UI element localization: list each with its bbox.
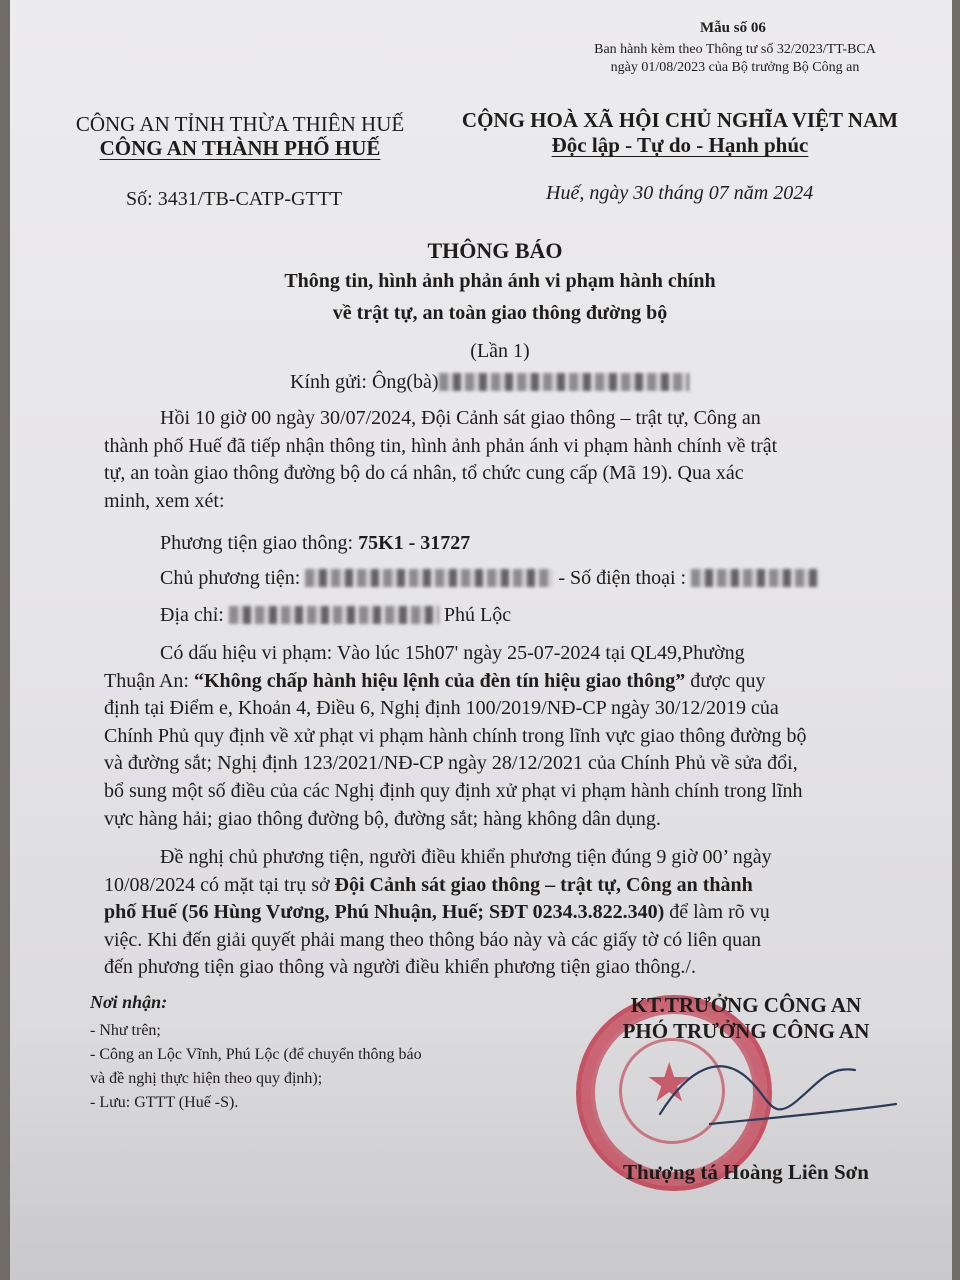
recipient-item: - Như trên; <box>90 1022 161 1039</box>
star-icon: ★ <box>645 1051 694 1114</box>
national-motto: Độc lập - Tự do - Hạnh phúc <box>551 133 809 157</box>
redacted-phone <box>691 569 821 587</box>
place-and-date: Huế, ngày 30 tháng 07 năm 2024 <box>546 182 814 204</box>
owner-line: Chủ phương tiện: - Số điện thoại : <box>160 567 821 590</box>
violation-paragraph: Có dấu hiệu vi phạm: Vào lúc 15h07' ngày 25-07-2024 tại QL49,Phường Thuận An: “Không chấp hành hiệu lệnh của đèn tín hiệu giao thông” được quy định tại Điểm e, Khoản 4, Điều 6, Nghị định 100/2019/NĐ-CP ngày 30/12/2019 của Chính Phủ quy định về xử phạt vi phạm hành chính trong lĩnh vực giao thông đường bộ và đường sắt; Nghị định 123/2021/NĐ-CP ngày 28/12/2021 của Chính Phủ về sửa đổi, bổ sung một số điều của các Nghị định quy định xử phạt vi phạm hành chính trong lĩnh vực hàng hải; giao thông đường bộ, đường sắt; hàng không dân dụng. <box>104 642 807 830</box>
recipient-line: Kính gửi: Ông(bà) <box>290 371 689 394</box>
document-subtitle-2: về trật tự, an toàn giao thông đường bộ <box>332 302 668 324</box>
handwritten-signature <box>650 1036 900 1146</box>
national-title: CỘNG HOÀ XÃ HỘI CHỦ NGHĨA VIỆT NAM <box>461 108 899 132</box>
form-number: Mẫu số 06 <box>700 20 766 36</box>
request-paragraph: Đề nghị chủ phương tiện, người điều khiển phương tiện đúng 9 giờ 00’ ngày 10/08/2024 có mặt tại trụ sở Đội Cảnh sát giao thông – trật tự, Công an thành phố Huế (56 Hùng Vương, Phú Nhuận, Huế; SĐT 0234.3.822.340) để làm rõ vụ việc. Khi đến giải quyết phải mang theo thông báo này và các giấy tờ có liên quan đến phương tiện giao thông và người điều khiển phương tiện giao thông./. <box>104 846 772 979</box>
document-title: THÔNG BÁO <box>427 238 563 263</box>
recipient-item: và đề nghị thực hiện theo quy định); <box>90 1070 323 1087</box>
redacted-address <box>229 606 439 624</box>
signer-authority-2: PHÓ TRƯỞNG CÔNG AN <box>622 1019 870 1043</box>
address-line: Địa chỉ: Phú Lộc <box>160 604 512 626</box>
redacted-recipient-name <box>439 373 689 391</box>
document-page <box>10 0 952 1280</box>
signer-authority-1: KT.TRƯỞNG CÔNG AN <box>630 993 862 1017</box>
vehicle-line: Phương tiện giao thông: 75K1 - 31727 <box>160 532 471 554</box>
recipient-item: - Lưu: GTTT (Huế -S). <box>90 1094 239 1111</box>
notice-round: (Lần 1) <box>470 340 530 362</box>
recipient-item: - Công an Lộc Vĩnh, Phú Lộc (để chuyển thông báo <box>90 1046 422 1063</box>
issuing-authority: CÔNG AN THÀNH PHỐ HUẾ <box>99 136 381 160</box>
vehicle-plate: 75K1 - 31727 <box>358 532 471 554</box>
intro-paragraph: Hồi 10 giờ 00 ngày 30/07/2024, Đội Cảnh sát giao thông – trật tự, Công an thành phố Huế đã tiếp nhận thông tin, hình ảnh phản ánh vi phạm hành chính về trật tự, an toàn giao thông đường bộ do cá nhân, tổ chức cung cấp (Mã 19). Qua xác minh, xem xét: <box>104 407 778 512</box>
redacted-owner-name <box>305 569 553 587</box>
document-number: Số: 3431/TB-CATP-GTTT <box>126 188 343 210</box>
form-issuance-line: Ban hành kèm theo Thông tư số 32/2023/TT-BCA <box>594 42 876 57</box>
signer-name: Thượng tá Hoàng Liên Sơn <box>623 1160 869 1184</box>
form-issuance-date: ngày 01/08/2023 của Bộ trưởng Bộ Công an <box>610 60 860 75</box>
issuing-authority-parent: CÔNG AN TỈNH THỪA THIÊN HUẾ <box>75 112 405 136</box>
recipients-heading: Nơi nhận: <box>90 992 168 1012</box>
document-subtitle-1: Thông tin, hình ảnh phản ánh vi phạm hành chính <box>284 270 716 292</box>
